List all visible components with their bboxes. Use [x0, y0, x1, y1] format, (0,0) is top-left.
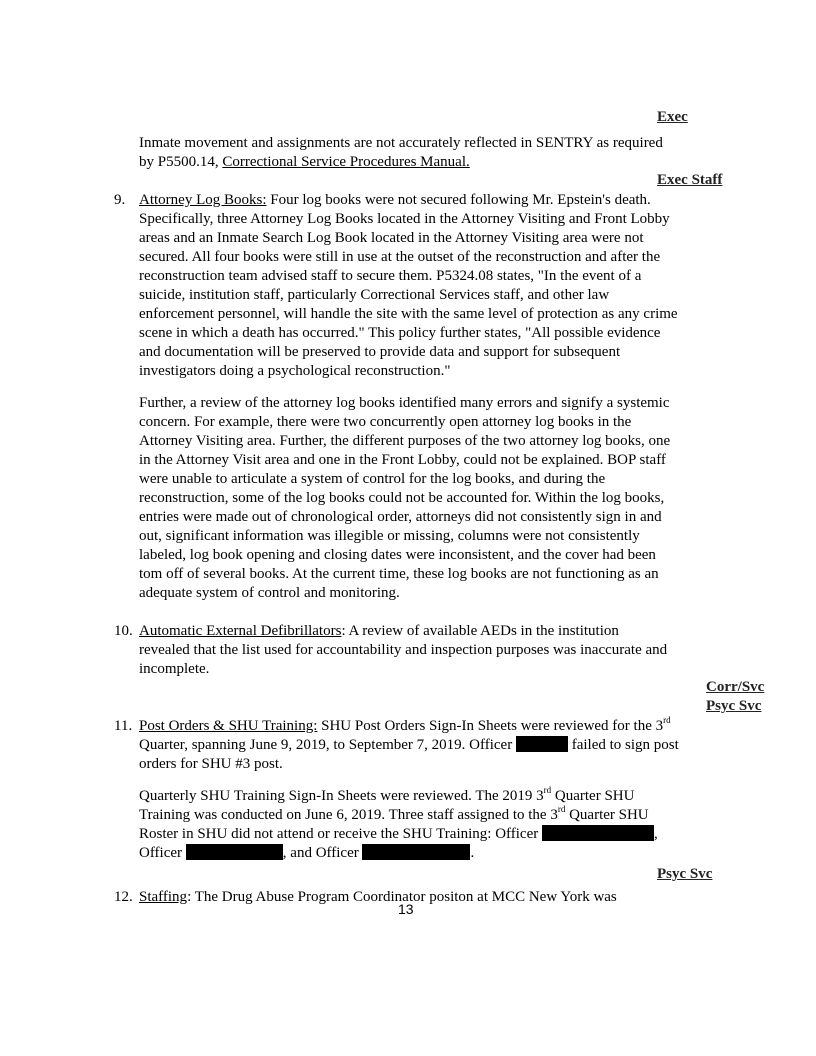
item-9-p2-line: out, significant information was illegible or missing, columns were not consistently: [139, 528, 640, 544]
item-11-p2-line-2: [139, 806, 649, 825]
ordinal-suffix: rd: [543, 785, 552, 795]
item-10-line-1: [139, 622, 619, 641]
item-9-line: investigators doing a psychological reconstruction.": [139, 363, 451, 379]
item-9-line: and documentation will be preserved to provide data and support for subsequent: [139, 344, 621, 360]
item-11-text: Officer: [139, 845, 186, 861]
item-9-p2-line: Attorney Visiting area. Further, the different purposes of the two attorney log books, one: [139, 433, 671, 449]
item-9-p2-line: tom off of several books. At the current time, these log books are not functioning as an: [139, 566, 659, 582]
item-11-number: 11.: [114, 718, 133, 734]
dept-tag-psyc-svc: Psyc Svc: [657, 866, 713, 882]
item-10-text: : A review of available AEDs in the institution: [341, 623, 619, 639]
item-9-line: reconstruction team advised staff to secure them. P5324.08 states, "In the event of a: [139, 268, 642, 284]
item-11-text: Quarter SHU: [551, 788, 635, 804]
item-9-heading: Attorney Log Books:: [139, 192, 267, 208]
item-11-line-2: [139, 736, 679, 755]
item-12-line-1: [139, 888, 617, 907]
dept-tag-exec-staff: Exec Staff: [657, 172, 723, 188]
item-9-line: secured. All four books were still in use at the outset of the reconstruction and after the: [139, 249, 661, 265]
intro-line-2-prefix: by P5500.14,: [139, 154, 223, 170]
item-9-p2-line: were unable to articulate a system of control for the log books, and during the: [139, 471, 606, 487]
item-11-text: Quarter SHU: [565, 807, 649, 823]
intro-line-1: Inmate movement and assignments are not accurately reflected in SENTRY as required: [139, 135, 663, 151]
item-9-p2-line: Further, a review of the attorney log books identified many errors and signify a systemic: [139, 395, 670, 411]
item-9-text: Four log books were not secured following Mr. Epstein's death.: [266, 192, 651, 208]
redaction-block: [516, 736, 568, 752]
item-11-text: Training was conducted on June 6, 2019. Three staff assigned to the 3: [139, 807, 558, 823]
item-9-line: areas and an Inmate Search Log Book located in the Attorney Visiting area were not: [139, 230, 644, 246]
ordinal-suffix: rd: [663, 715, 671, 725]
manual-title: Correctional Service Procedures Manual.: [222, 154, 470, 170]
item-12-heading: Staffing: [139, 889, 188, 905]
item-9-line: enforcement personnel, will handle the site with the same level of protection as any crime: [139, 306, 678, 322]
intro-line-2: [139, 153, 470, 172]
item-11-line-1: [139, 717, 671, 736]
item-9-p2-line: adequate system of control and monitoring.: [139, 585, 400, 601]
item-9-line-1: [139, 191, 651, 210]
item-11-text: Quarter, spanning June 9, 2019, to September 7, 2019. Officer: [139, 737, 516, 753]
item-9-number: 9.: [114, 192, 126, 208]
item-11-p2-line-3: [139, 825, 658, 844]
item-9-p2-line: entries were made out of chronological order, attorneys did not consistently sign in and: [139, 509, 662, 525]
item-11-text: SHU Post Orders Sign-In Sheets were reviewed for the 3: [317, 718, 664, 734]
item-9-line: suicide, institution staff, particularly Correctional Services staff, and other law: [139, 287, 610, 303]
ordinal-suffix: rd: [557, 804, 566, 814]
redaction-block: [542, 825, 654, 841]
item-11-text: , and Officer: [282, 845, 363, 861]
redaction-block: [362, 844, 470, 860]
dept-tag-corr-svc: Corr/Svc: [706, 679, 765, 695]
item-9-line: Specifically, three Attorney Log Books located in the Attorney Visiting and Front Lobby: [139, 211, 670, 227]
dept-tag-psyc-svc: Psyc Svc: [706, 698, 762, 714]
item-10-number: 10.: [114, 623, 133, 639]
item-11-text: .: [470, 845, 475, 861]
item-11-text: Roster in SHU did not attend or receive the SHU Training: Officer: [139, 826, 542, 842]
item-11-text: ,: [654, 826, 658, 842]
item-12-number: 12.: [114, 889, 133, 905]
item-11-text: failed to sign post: [567, 737, 679, 753]
item-9-p2-line: labeled, log book opening and closing dates were inconsistent, and the cover had been: [139, 547, 656, 563]
item-9-p2-line: concern. For example, there were two concurrently open attorney log books in the: [139, 414, 632, 430]
item-11-line-3: orders for SHU #3 post.: [139, 756, 283, 772]
item-11-text: Quarterly SHU Training Sign-In Sheets were reviewed. The 2019 3: [139, 788, 544, 804]
item-9-p2-line: reconstruction, some of the log books could not be accounted for. Within the log books,: [139, 490, 665, 506]
item-10-line: revealed that the list used for accountability and inspection purposes was inaccurate and: [139, 642, 668, 658]
item-10-line: incomplete.: [139, 661, 210, 677]
item-9-p2-line: in the Attorney Visit area and one in the Front Lobby, could not be explained. BOP staff: [139, 452, 666, 468]
page-number: 13: [398, 901, 414, 917]
item-11-heading: Post Orders & SHU Training:: [139, 718, 318, 734]
item-12-text: : The Drug Abuse Program Coordinator positon at MCC New York was: [187, 889, 617, 905]
redaction-block: [186, 844, 283, 860]
item-10-heading: Automatic External Defibrillators: [139, 623, 342, 639]
dept-tag-exec: Exec: [657, 109, 688, 125]
item-11-p2-line-4: [139, 844, 474, 863]
item-9-line: scene in which a death has occurred." This policy further states, "All possible evidence: [139, 325, 661, 341]
